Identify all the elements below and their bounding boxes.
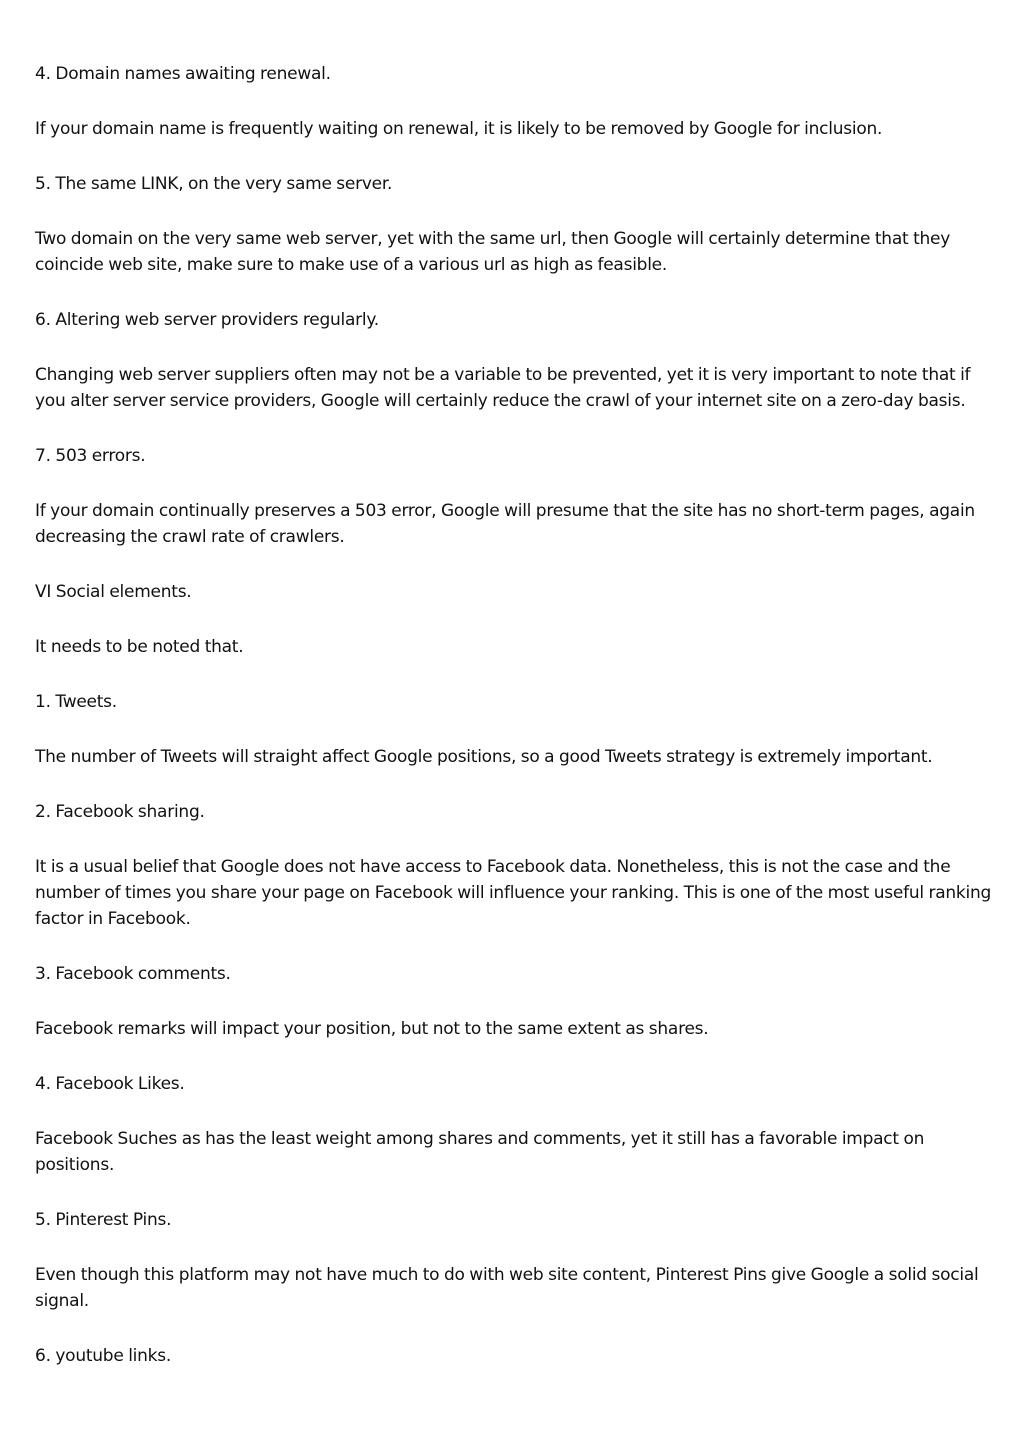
paragraph-503-errors: If your domain continually preserves a 503 error, Google will presume that the site has no short-term pages, again decreasing the crawl rate of crawlers.: [35, 501, 975, 547]
paragraph-facebook-comments: Facebook remarks will impact your position, but not to the same extent as shares.: [35, 1019, 709, 1039]
paragraph-heading-youtube-links: 6. youtube links.: [35, 1346, 172, 1366]
paragraph-facebook-sharing: It is a usual belief that Google does not have access to Facebook data. Nonetheless, this is not the case and the number of times you share your page on Facebook will influence your ranking. This is one of the most useful ranking factor in Facebook.: [35, 857, 992, 929]
paragraph-heading-facebook-comments: 3. Facebook comments.: [35, 964, 231, 984]
paragraph-same-link: Two domain on the very same web server, yet with the same url, then Google will certainly determine that they coincide web site, make sure to make use of a various url as high as feasible.: [35, 229, 951, 275]
paragraph-heading-same-link: 5. The same LINK, on the very same server.: [35, 174, 393, 194]
paragraph-heading-facebook-likes: 4. Facebook Likes.: [35, 1074, 185, 1094]
paragraph-heading-503-errors: 7. 503 errors.: [35, 446, 146, 466]
paragraph-pinterest-pins: Even though this platform may not have much to do with web site content, Pinterest Pins give Google a solid social signal.: [35, 1265, 979, 1311]
paragraph-tweets: The number of Tweets will straight affect Google positions, so a good Tweets strategy is extremely important.: [35, 747, 933, 767]
paragraph-heading-domain-renewal: 4. Domain names awaiting renewal.: [35, 64, 331, 84]
paragraph-heading-altering-providers: 6. Altering web server providers regularly.: [35, 310, 379, 330]
paragraph-heading-pinterest-pins: 5. Pinterest Pins.: [35, 1210, 172, 1230]
document-page: [35, 61, 995, 1398]
paragraph-heading-tweets: 1. Tweets.: [35, 692, 117, 712]
paragraph-heading-facebook-sharing: 2. Facebook sharing.: [35, 802, 205, 822]
paragraph-facebook-likes: Facebook Suches as has the least weight among shares and comments, yet it still has a favorable impact on positions.: [35, 1129, 925, 1175]
paragraph-altering-providers: Changing web server suppliers often may not be a variable to be prevented, yet it is very important to note that if you alter server service providers, Google will certainly reduce the crawl of your internet site on a zero-day basis.: [35, 365, 971, 411]
paragraph-social-intro: It needs to be noted that.: [35, 637, 244, 657]
paragraph-domain-renewal: If your domain name is frequently waiting on renewal, it is likely to be removed by Google for inclusion.: [35, 119, 883, 139]
section-heading-social-elements: VI Social elements.: [35, 582, 192, 602]
